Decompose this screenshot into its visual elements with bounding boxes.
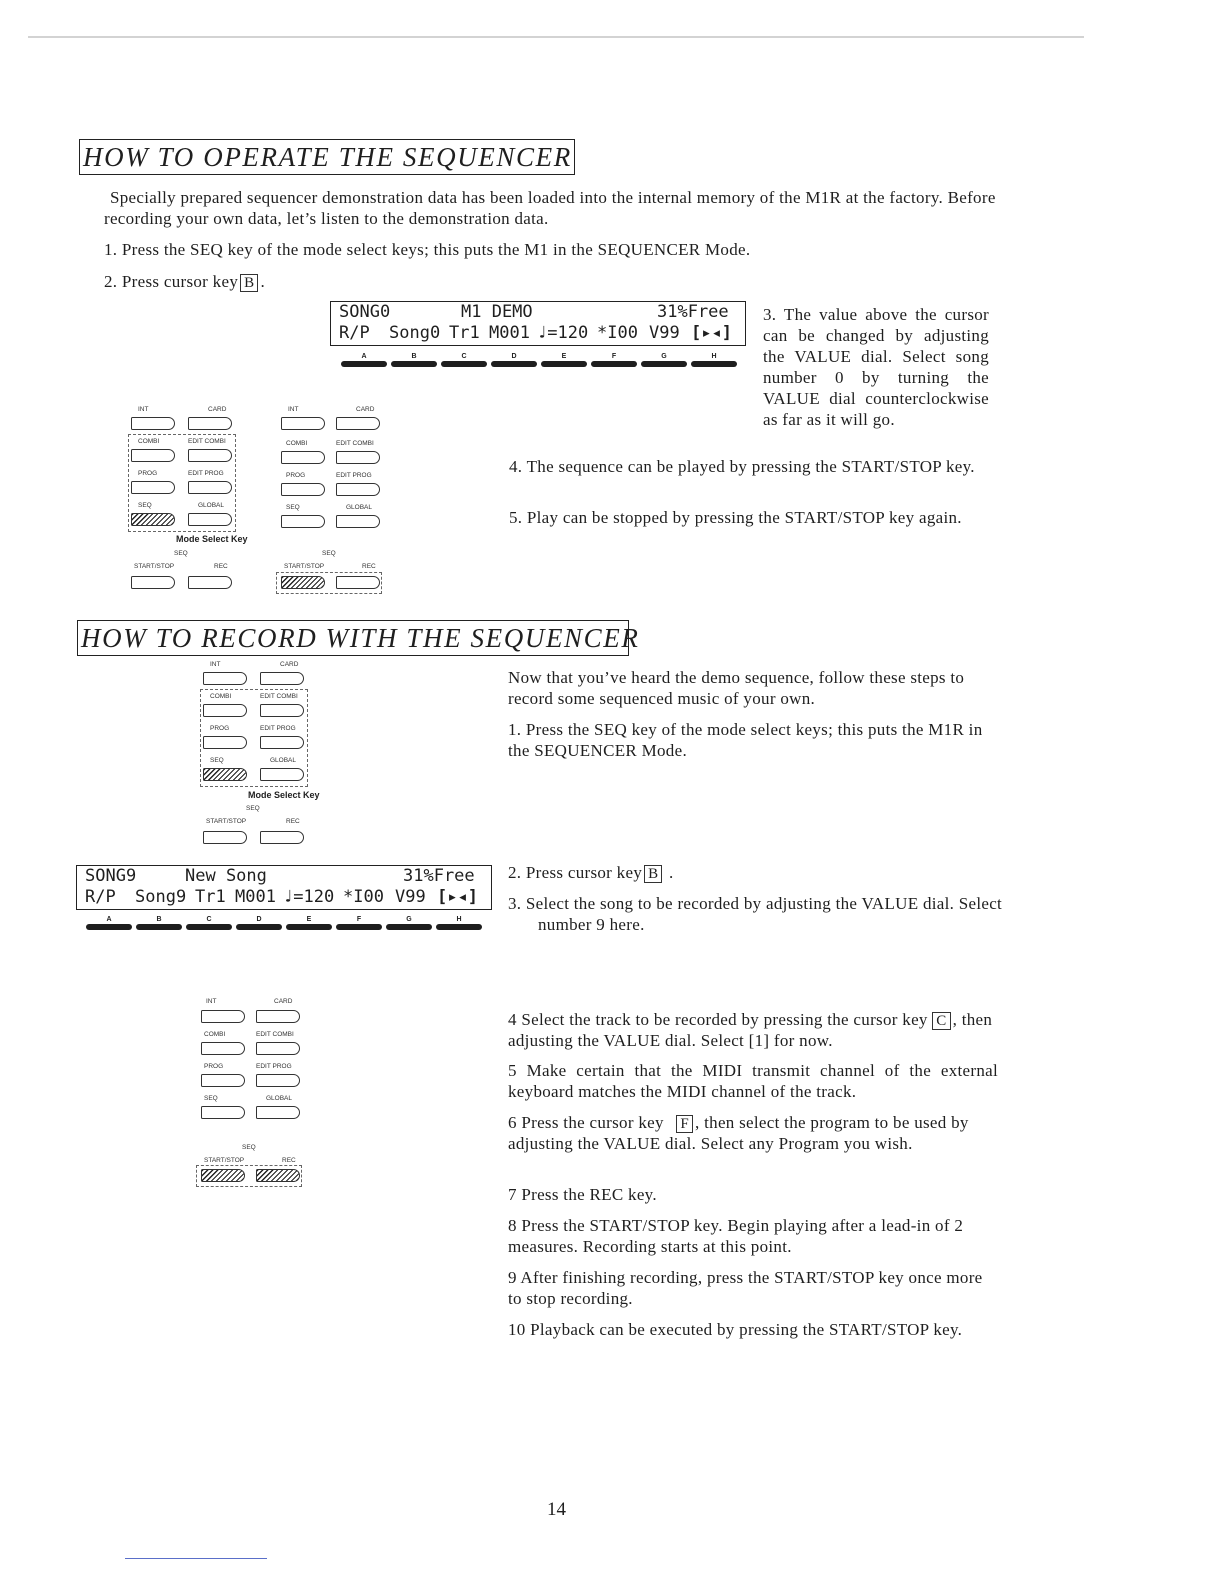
- label-seq-group: SEQ: [174, 550, 188, 557]
- rec-key[interactable]: [260, 831, 304, 844]
- seq-key[interactable]: [281, 515, 325, 528]
- label-global: GLOBAL: [198, 502, 225, 509]
- label-prog: PROG: [210, 725, 230, 732]
- lcd2-line2: [77, 887, 491, 908]
- lcd2-volume: V99: [395, 887, 426, 907]
- label-seq: SEQ: [204, 1095, 218, 1102]
- cursor-keys-row-2: [86, 915, 482, 930]
- cursor-key-a[interactable]: A: [86, 915, 132, 930]
- lcd2-track: Tr1: [195, 887, 226, 907]
- operate-step-2: 2. Press cursor key B .: [104, 272, 265, 291]
- cursor-key-d[interactable]: D: [491, 352, 537, 367]
- label-seq-group: SEQ: [322, 550, 336, 557]
- cursor-key-f[interactable]: F: [336, 915, 382, 930]
- record-step-10: 10 Playback can be executed by pressing the START/STOP key.: [508, 1320, 963, 1339]
- label-edit-combi: EDIT COMBI: [260, 693, 298, 700]
- edit-combi-key[interactable]: [260, 704, 304, 717]
- card-key[interactable]: [336, 417, 380, 430]
- prog-key[interactable]: [203, 736, 247, 749]
- label-start-stop: START/STOP: [204, 1157, 245, 1164]
- operate-step-1: 1. Press the SEQ key of the mode select keys; this puts the M1 in the SEQUENCER Mode.: [104, 240, 751, 259]
- lcd1-transport: [▸◂]: [691, 323, 732, 343]
- combi-key[interactable]: [281, 451, 325, 464]
- card-key[interactable]: [256, 1010, 300, 1023]
- lcd2-transport: [▸◂]: [437, 887, 478, 907]
- label-combi: COMBI: [210, 693, 232, 700]
- seq-key-pressed[interactable]: [131, 513, 175, 526]
- operate-step-3: 3. The value above the cursor can be changed by adjusting the VALUE dial. Select song number 0 by turning the VALUE dial counterclockwise as far as it will go.: [763, 305, 989, 429]
- global-key[interactable]: [188, 513, 232, 526]
- lcd2-song-param: Song9: [135, 887, 187, 907]
- global-key[interactable]: [256, 1106, 300, 1119]
- label-rec: REC: [214, 563, 228, 570]
- prog-key[interactable]: [201, 1074, 245, 1087]
- mode-select-key-caption: Mode Select Key: [248, 790, 320, 800]
- label-card: CARD: [280, 661, 299, 668]
- label-start-stop: START/STOP: [206, 818, 247, 825]
- label-int: INT: [210, 661, 221, 668]
- mode-panel-seq-highlight: [128, 406, 250, 591]
- prog-key[interactable]: [131, 481, 175, 494]
- lcd2-title: New Song: [185, 866, 267, 886]
- lcd2-instrument: *I00: [343, 887, 384, 907]
- lcd1-mode: R/P: [339, 323, 370, 343]
- prog-key[interactable]: [281, 483, 325, 496]
- operate-step-5: 5. Play can be stopped by pressing the START/STOP key again.: [509, 508, 962, 527]
- lcd1-track: Tr1: [449, 323, 480, 343]
- label-edit-combi: EDIT COMBI: [336, 440, 374, 447]
- cursor-key-h[interactable]: H: [436, 915, 482, 930]
- label-edit-prog: EDIT PROG: [188, 470, 224, 477]
- seq-key-pressed[interactable]: [203, 768, 247, 781]
- label-edit-prog: EDIT PROG: [256, 1063, 292, 1070]
- cursor-keys-row-1: [341, 352, 737, 367]
- label-int: INT: [206, 998, 217, 1005]
- label-seq: SEQ: [286, 504, 300, 511]
- seq-key[interactable]: [201, 1106, 245, 1119]
- mode-panel-record-keys: [198, 998, 320, 1188]
- label-int: INT: [288, 406, 299, 413]
- record-step-6-pre: 6 Press the cursor key: [508, 1113, 664, 1132]
- cursor-key-c[interactable]: C: [186, 915, 232, 930]
- lcd1-song: SONG0: [339, 302, 391, 322]
- label-edit-combi: EDIT COMBI: [188, 438, 226, 445]
- section-heading-operate: HOW TO OPERATE THE SEQUENCER: [79, 139, 575, 175]
- lcd-display-demo: [330, 301, 746, 346]
- label-global: GLOBAL: [270, 757, 297, 764]
- lcd1-line2: [331, 323, 745, 344]
- label-global: GLOBAL: [266, 1095, 293, 1102]
- operate-step-2-text: 2. Press cursor key: [104, 272, 239, 291]
- cursor-key-b-ref: B: [240, 274, 258, 292]
- section-heading-record: HOW TO RECORD WITH THE SEQUENCER: [77, 620, 629, 656]
- global-key[interactable]: [260, 768, 304, 781]
- rec-key[interactable]: [336, 576, 380, 589]
- cursor-key-h[interactable]: H: [691, 352, 737, 367]
- cursor-key-b[interactable]: B: [136, 915, 182, 930]
- label-int: INT: [138, 406, 149, 413]
- record-step-4-pre: 4 Select the track to be recorded by pressing the cursor key: [508, 1010, 928, 1029]
- record-step-7: 7 Press the REC key.: [508, 1185, 657, 1204]
- cursor-key-b[interactable]: B: [391, 352, 437, 367]
- global-key[interactable]: [336, 515, 380, 528]
- combi-key[interactable]: [131, 449, 175, 462]
- edit-combi-key[interactable]: [336, 451, 380, 464]
- label-edit-combi: EDIT COMBI: [256, 1031, 294, 1038]
- mode-panel-record-seq: [200, 661, 322, 851]
- mode-panel-startstop-highlight: [278, 406, 400, 596]
- record-step-8: 8 Press the START/STOP key. Begin playing after a lead-in of 2 measures. Recording starts at this point.: [508, 1216, 964, 1256]
- label-rec: REC: [286, 818, 300, 825]
- record-step-2-text: 2. Press cursor key: [508, 863, 643, 882]
- edit-prog-key[interactable]: [260, 736, 304, 749]
- edit-prog-key[interactable]: [336, 483, 380, 496]
- start-stop-key[interactable]: [203, 831, 247, 844]
- edit-combi-key[interactable]: [188, 449, 232, 462]
- cursor-key-g[interactable]: G: [386, 915, 432, 930]
- record-step-6-post: , then select the program to be used by adjusting the VALUE dial. Select any Program you wish.: [508, 1113, 969, 1153]
- label-start-stop: START/STOP: [134, 563, 175, 570]
- bottom-rule: [125, 1558, 267, 1559]
- label-edit-prog: EDIT PROG: [260, 725, 296, 732]
- cursor-key-f-ref: F: [676, 1115, 693, 1133]
- label-edit-prog: EDIT PROG: [336, 472, 372, 479]
- label-combi: COMBI: [286, 440, 308, 447]
- card-key[interactable]: [188, 417, 232, 430]
- label-rec: REC: [282, 1157, 296, 1164]
- label-seq: SEQ: [210, 757, 224, 764]
- cursor-key-b-ref: B: [644, 865, 662, 883]
- label-seq-group: SEQ: [246, 805, 260, 812]
- int-key[interactable]: [203, 672, 247, 685]
- cursor-key-e[interactable]: E: [286, 915, 332, 930]
- int-key[interactable]: [201, 1010, 245, 1023]
- label-combi: COMBI: [204, 1031, 226, 1038]
- page-number: 14: [547, 1499, 566, 1520]
- lcd1-instrument: *I00: [597, 323, 638, 343]
- lcd1-measure: M001: [489, 323, 530, 343]
- lcd2-song: SONG9: [85, 866, 137, 886]
- label-seq: SEQ: [138, 502, 152, 509]
- label-prog: PROG: [204, 1063, 224, 1070]
- rec-key-pressed[interactable]: [256, 1169, 300, 1182]
- cursor-key-d[interactable]: D: [236, 915, 282, 930]
- lcd1-tempo: ♩=120: [537, 323, 589, 343]
- card-key[interactable]: [260, 672, 304, 685]
- cursor-key-f[interactable]: F: [591, 352, 637, 367]
- edit-prog-key[interactable]: [188, 481, 232, 494]
- record-step-5: 5 Make certain that the MIDI transmit channel of the external keyboard matches the MIDI channel of the track.: [508, 1061, 998, 1101]
- cursor-key-e[interactable]: E: [541, 352, 587, 367]
- start-stop-key-pressed[interactable]: [281, 576, 325, 589]
- label-combi: COMBI: [138, 438, 160, 445]
- label-card: CARD: [274, 998, 293, 1005]
- label-prog: PROG: [286, 472, 306, 479]
- combi-key[interactable]: [201, 1042, 245, 1055]
- top-rule: [28, 36, 1084, 38]
- lcd2-line1: [77, 866, 491, 887]
- record-step-1: 1. Press the SEQ key of the mode select keys; this puts the M1R in the SEQUENCER Mode.: [508, 720, 983, 760]
- label-seq-group: SEQ: [242, 1144, 256, 1151]
- label-rec: REC: [362, 563, 376, 570]
- start-stop-key[interactable]: [131, 576, 175, 589]
- cursor-key-c-ref: C: [932, 1012, 950, 1030]
- mode-select-key-caption: Mode Select Key: [176, 534, 248, 544]
- start-stop-key-pressed[interactable]: [201, 1169, 245, 1182]
- lcd1-free: 31%Free: [657, 302, 729, 322]
- lcd2-mode: R/P: [85, 887, 116, 907]
- int-key[interactable]: [131, 417, 175, 430]
- record-step-4: [508, 1009, 1000, 1051]
- record-step-3: 3. Select the song to be recorded by adjusting the VALUE dial. Select number 9 here.: [508, 894, 1003, 934]
- rec-key[interactable]: [188, 576, 232, 589]
- cursor-key-g[interactable]: G: [641, 352, 687, 367]
- lcd1-volume: V99: [649, 323, 680, 343]
- lcd1-title: M1 DEMO: [461, 302, 533, 322]
- record-step-9: 9 After finishing recording, press the START/STOP key once more to stop recording.: [508, 1268, 983, 1308]
- cursor-key-a[interactable]: A: [341, 352, 387, 367]
- record-step-2: 2. Press cursor key B .: [508, 863, 674, 882]
- int-key[interactable]: [281, 417, 325, 430]
- combi-key[interactable]: [203, 704, 247, 717]
- cursor-key-c[interactable]: C: [441, 352, 487, 367]
- label-global: GLOBAL: [346, 504, 373, 511]
- label-prog: PROG: [138, 470, 158, 477]
- lcd-display-new-song: [76, 865, 492, 910]
- label-start-stop: START/STOP: [284, 563, 325, 570]
- lcd2-tempo: ♩=120: [283, 887, 335, 907]
- record-intro: Now that you’ve heard the demo sequence, follow these steps to record some sequenced music of your own.: [508, 668, 965, 708]
- lcd2-measure: M001: [235, 887, 276, 907]
- operate-step-4: 4. The sequence can be played by pressing the START/STOP key.: [509, 457, 975, 476]
- lcd2-free: 31%Free: [403, 866, 475, 886]
- label-card: CARD: [356, 406, 375, 413]
- record-step-6: [508, 1112, 998, 1154]
- lcd1-song-param: Song0: [389, 323, 441, 343]
- lcd1-line1: [331, 302, 745, 323]
- edit-combi-key[interactable]: [256, 1042, 300, 1055]
- operate-intro: Specially prepared sequencer demonstration data has been loaded into the internal memory of the M1R at the factory. Before recording your own data, let’s listen to the demonstration data.: [104, 188, 996, 228]
- label-card: CARD: [208, 406, 227, 413]
- edit-prog-key[interactable]: [256, 1074, 300, 1087]
- record-step-4-post: , then adjusting the VALUE dial. Select [1] for now.: [508, 1010, 993, 1050]
